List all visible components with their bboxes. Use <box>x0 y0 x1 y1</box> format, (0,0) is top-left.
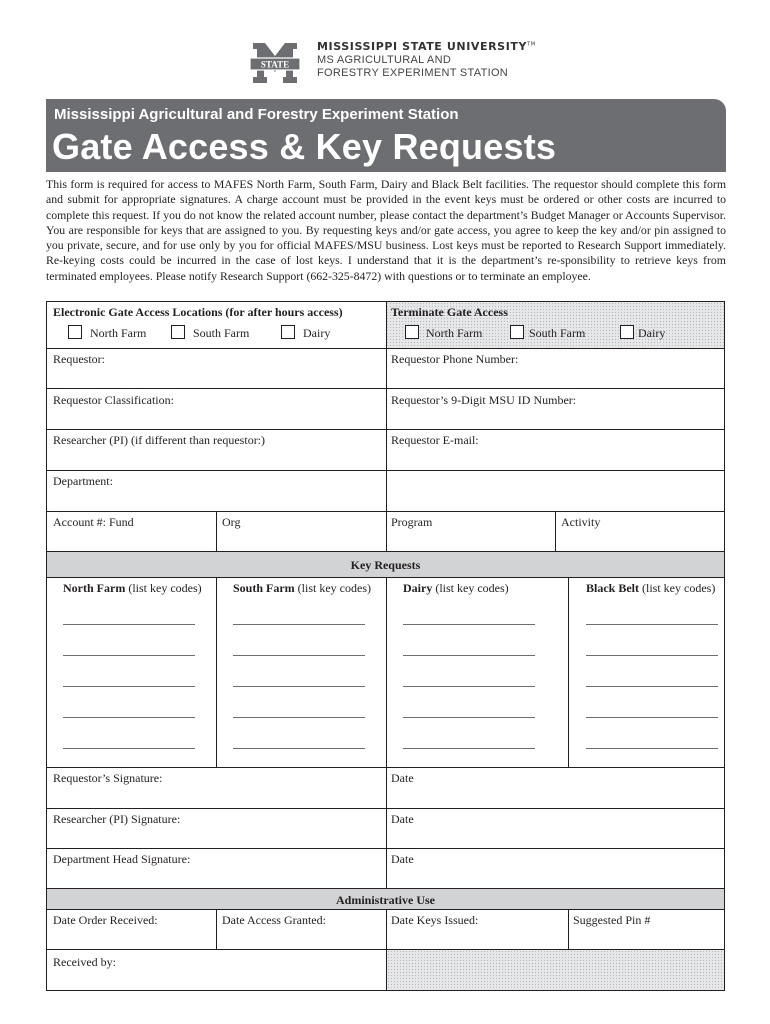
key-code-line-south-farm-2[interactable] <box>233 655 365 656</box>
key-code-line-dairy-4[interactable] <box>403 717 535 718</box>
key-code-line-south-farm-4[interactable] <box>233 717 365 718</box>
key-code-line-black-belt-5[interactable] <box>586 748 718 749</box>
gate-north-farm-checkbox[interactable] <box>68 325 82 339</box>
terminate-heading: Terminate Gate Access <box>391 305 508 319</box>
dept-name-line2: FORESTRY EXPERIMENT STATION <box>317 67 509 79</box>
gate-dairy-checkbox[interactable] <box>281 325 295 339</box>
key-col-dairy: Dairy (list key codes) <box>403 581 509 595</box>
account-fund-field[interactable]: Account #: Fund <box>53 515 134 529</box>
requestor-signature-date[interactable]: Date <box>391 771 414 785</box>
key-col-north-farm: North Farm (list key codes) <box>63 581 202 595</box>
key-code-line-north-farm-5[interactable] <box>63 748 195 749</box>
gate-dairy-label: Dairy <box>303 326 331 340</box>
banner-subtitle: Mississippi Agricultural and Forestry Experiment Station <box>54 106 459 123</box>
key-code-line-south-farm-1[interactable] <box>233 624 365 625</box>
admin-heading: Administrative Use <box>336 893 435 907</box>
suggested-pin-field[interactable]: Suggested Pin # <box>573 913 651 927</box>
gate-south-farm-label: South Farm <box>193 326 250 340</box>
terminate-dairy-checkbox[interactable] <box>620 325 634 339</box>
program-field[interactable]: Program <box>391 515 433 529</box>
key-code-line-north-farm-3[interactable] <box>63 686 195 687</box>
gate-access-heading: Electronic Gate Access Locations (for after hours access) <box>53 305 343 319</box>
key-code-line-black-belt-2[interactable] <box>586 655 718 656</box>
university-name: MISSISSIPPI STATE UNIVERSITY™ <box>317 40 536 53</box>
key-code-line-south-farm-3[interactable] <box>233 686 365 687</box>
date-keys-issued-field[interactable]: Date Keys Issued: <box>391 913 479 927</box>
gate-north-farm-label: North Farm <box>90 326 147 340</box>
requestor-signature-field[interactable]: Requestor’s Signature: <box>53 771 163 785</box>
key-code-line-south-farm-5[interactable] <box>233 748 365 749</box>
key-code-line-dairy-3[interactable] <box>403 686 535 687</box>
key-code-line-black-belt-3[interactable] <box>586 686 718 687</box>
terminate-south-farm-checkbox[interactable] <box>510 325 524 339</box>
key-code-line-north-farm-4[interactable] <box>63 717 195 718</box>
key-code-line-black-belt-4[interactable] <box>586 717 718 718</box>
dept-head-signature-date[interactable]: Date <box>391 852 414 866</box>
key-code-line-north-farm-2[interactable] <box>63 655 195 656</box>
key-requests-heading: Key Requests <box>350 558 421 572</box>
key-code-line-black-belt-1[interactable] <box>586 624 718 625</box>
gate-south-farm-checkbox[interactable] <box>171 325 185 339</box>
classification-field[interactable]: Requestor Classification: <box>53 393 174 407</box>
email-field[interactable]: Requestor E-mail: <box>391 433 479 447</box>
page-title: Gate Access & Key Requests <box>52 126 557 167</box>
org-field[interactable]: Org <box>222 515 241 529</box>
key-col-south-farm: South Farm (list key codes) <box>233 581 371 595</box>
requestor-phone-field[interactable]: Requestor Phone Number: <box>391 352 519 366</box>
key-code-line-dairy-5[interactable] <box>403 748 535 749</box>
terminate-south-farm-label: South Farm <box>529 326 586 340</box>
requestor-field[interactable]: Requestor: <box>53 352 105 366</box>
researcher-signature-field[interactable]: Researcher (PI) Signature: <box>53 812 181 826</box>
intro-paragraph: This form is required for access to MAFES North Farm, South Farm, Dairy and Black Belt facilities. The requestor should complete this form and submit for appropriate signatures. A charge account must be provided in the event keys must be ordered or other costs are incurred to complete this request. If you do not know the related account number, please contact the department’s Budget Manager or Accounts Supervisor. You are responsible for keys that are assigned to you. By requesting keys and/or gate access, you agree to keep the key and/or pin assigned to you private, secure, and for use only by you for official MAFES/MSU business. Lost keys must be reported to Research Support immediately. Re-keying costs could be incurred in the case of lost keys. I understand that it is the department’s re-sponsibility to retrieve keys from terminated employees. Please notify Research Support (662-325-8472) with questions or to terminate an employee. <box>46 177 726 283</box>
researcher-field[interactable]: Researcher (PI) (if different than requestor:) <box>53 433 266 447</box>
logo-text: STATE <box>260 59 290 70</box>
researcher-signature-date[interactable]: Date <box>391 812 414 826</box>
admin-shaded-area <box>387 950 724 990</box>
key-code-line-dairy-1[interactable] <box>403 624 535 625</box>
dept-head-signature-field[interactable]: Department Head Signature: <box>53 852 191 866</box>
key-col-black-belt: Black Belt (list key codes) <box>586 581 716 595</box>
dept-name-line1: MS AGRICULTURAL AND <box>317 54 452 66</box>
terminate-north-farm-checkbox[interactable] <box>405 325 419 339</box>
date-access-granted-field[interactable]: Date Access Granted: <box>222 913 326 927</box>
terminate-dairy-label: Dairy <box>638 326 666 340</box>
key-code-line-dairy-2[interactable] <box>403 655 535 656</box>
msu-id-field[interactable]: Requestor’s 9-Digit MSU ID Number: <box>391 393 577 407</box>
terminate-north-farm-label: North Farm <box>426 326 483 340</box>
department-field[interactable]: Department: <box>53 474 113 488</box>
activity-field[interactable]: Activity <box>561 515 601 529</box>
key-code-line-north-farm-1[interactable] <box>63 624 195 625</box>
date-order-received-field[interactable]: Date Order Received: <box>53 913 158 927</box>
received-by-field[interactable]: Received by: <box>53 955 116 969</box>
msu-logo-icon <box>250 43 300 83</box>
